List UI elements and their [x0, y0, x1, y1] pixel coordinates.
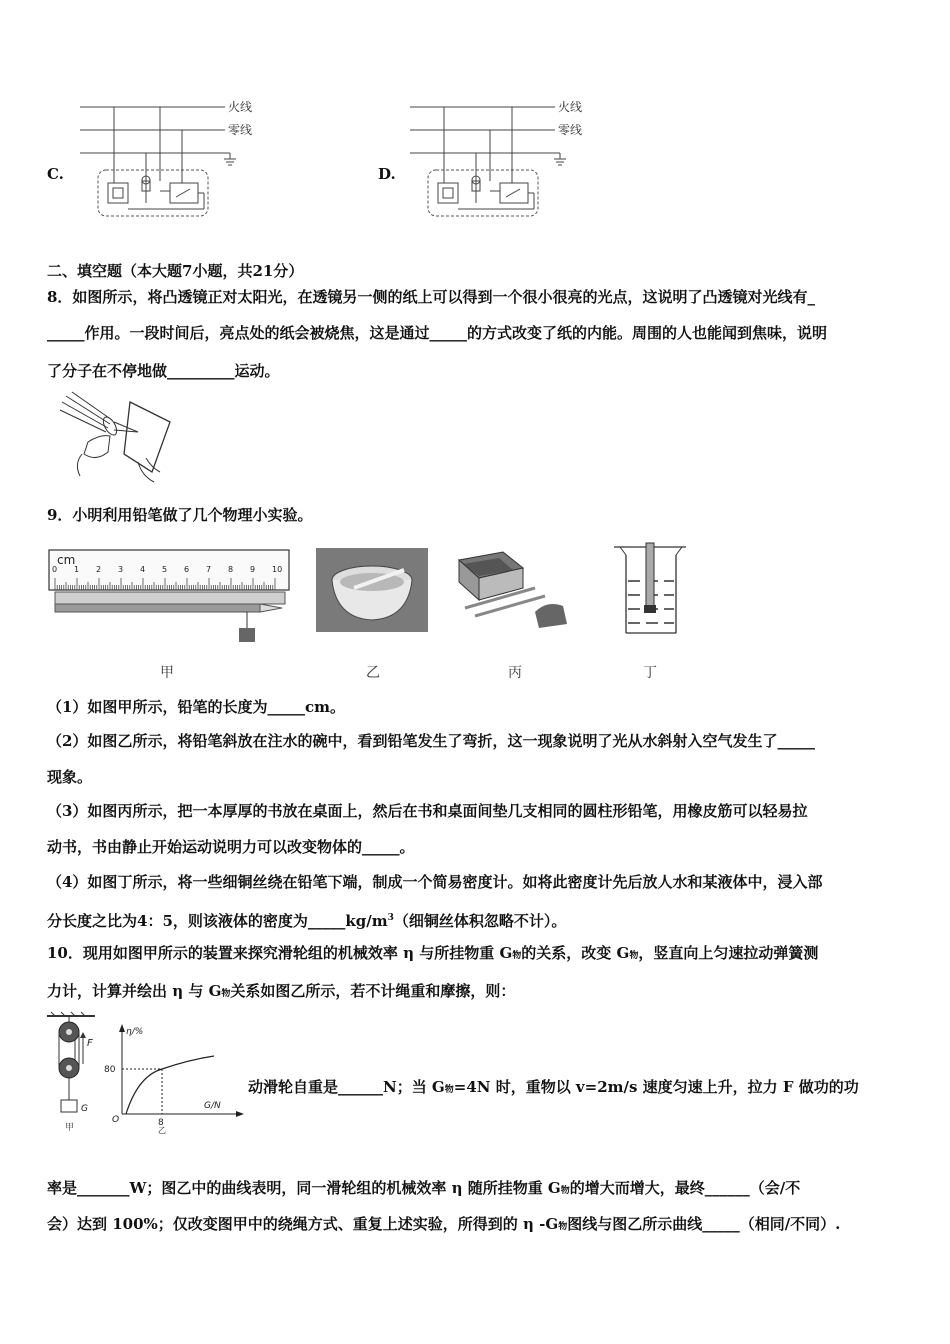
q10-line-2-a: 力计，计算并绘出 η 与 G — [47, 982, 222, 1000]
ruler-tick-label: 3 — [118, 565, 124, 574]
lens-sunlight-figure — [60, 392, 180, 487]
figure-ding-density-meter — [612, 543, 692, 638]
caption-yi-graph: 乙 — [158, 1126, 166, 1135]
q10-line-3 — [47, 1178, 800, 1201]
q10-line-4-a: 会）达到 100%；仅改变图甲中的绕绳方式、重复上述实验，所得到的 η -G — [47, 1215, 559, 1233]
weight-label: G — [81, 1104, 88, 1114]
ruler-tick-label: 1 — [74, 565, 80, 574]
y-axis-label: η/% — [126, 1027, 144, 1037]
q10-side-a: 动滑轮自重是______N；当 G — [248, 1078, 445, 1096]
ruler-tick-label: 6 — [184, 565, 190, 574]
ruler-tick-label: 2 — [96, 565, 102, 574]
q10-line-1-b: 的关系，改变 G — [521, 944, 630, 962]
x-tick-8: 8 — [158, 1118, 164, 1128]
section-heading: 二、填空题（本大题7小题，共21分） — [47, 262, 304, 280]
q9-part-2-line-2: 现象。 — [47, 768, 93, 786]
q10-line-3-a: 率是_______W；图乙中的曲线表明，同一滑轮组的机械效率 η 随所挂物重 G — [47, 1179, 561, 1197]
q8-line-2: _____作用。一段时间后，亮点处的纸会被烧焦，这是通过_____的方式改变了纸的内能。周围的人也能闻到焦味，说明 — [47, 324, 828, 342]
figure-yi-bowl-photo — [316, 548, 428, 632]
q10-line-4-b: 图线与图乙所示曲线_____（相同/不同）. — [567, 1215, 841, 1233]
q10-line-4 — [47, 1214, 840, 1237]
caption-ding: 丁 — [643, 665, 657, 681]
q9-part-3-line-2: 动书，书由静止开始运动说明力可以改变物体的_____。 — [47, 838, 415, 856]
efficiency-curve-graph — [104, 1022, 248, 1135]
q10-line-2 — [47, 981, 515, 1004]
caption-bing: 丙 — [508, 665, 522, 681]
subscript-wu: 物 — [512, 951, 522, 961]
option-c-circuit-diagram — [70, 95, 270, 225]
q10-line-1 — [47, 943, 818, 966]
caption-yi: 乙 — [366, 665, 380, 681]
ruler-tick-label: 4 — [140, 565, 146, 574]
live-wire-label-c: 火线 — [228, 100, 253, 114]
q9-part-4-text: 分长度之比为4：5，则该液体的密度为_____kg/m — [47, 912, 388, 930]
origin-label: O — [112, 1115, 120, 1125]
ruler-tick-label: 0 — [52, 565, 58, 574]
caption-jia: 甲 — [160, 665, 174, 681]
subscript-wu: 物 — [629, 951, 639, 961]
subscript-wu: 物 — [444, 1085, 454, 1095]
q9-part-2-line-1: （2）如图乙所示，将铅笔斜放在注水的碗中，看到铅笔发生了弯折，这一现象说明了光从水斜射入空气发生了_____ — [47, 732, 815, 750]
figure-jia-ruler-pencil — [47, 548, 292, 648]
force-label: F — [87, 1038, 93, 1049]
cubic-superscript: 3 — [387, 913, 394, 923]
ruler-tick-label: 7 — [206, 565, 212, 574]
subscript-wu: 物 — [560, 1186, 570, 1196]
q9-part-4-line-2 — [47, 908, 566, 931]
pulley-system-figure — [45, 1012, 105, 1137]
q8-line-3: 了分子在不停地做_________运动。 — [47, 362, 280, 380]
subscript-wu: 物 — [558, 1222, 568, 1232]
x-axis-label: G/N — [204, 1101, 221, 1111]
q10-line-2-b: 关系如图乙所示，若不计绳重和摩擦，则： — [230, 982, 516, 1000]
subscript-wu: 物 — [221, 989, 231, 999]
q9-part-4-line-1: （4）如图丁所示，将一些细铜丝绕在铅笔下端，制成一个简易密度计。如将此密度计先后放人水和某液体中，浸入部 — [47, 873, 823, 891]
option-c-label: C. — [47, 165, 64, 183]
option-d-label: D. — [378, 165, 396, 183]
live-wire-label-d: 火线 — [558, 100, 583, 114]
ruler-tick-label: 10 — [272, 565, 283, 574]
q9-part-4-note: （细铜丝体积忽略不计）。 — [393, 912, 567, 930]
y-tick-80: 80 — [104, 1065, 116, 1075]
figure-bing-book-pencils — [455, 548, 580, 632]
neutral-wire-label-c: 零线 — [228, 123, 253, 137]
neutral-wire-label-d: 零线 — [558, 123, 583, 137]
caption-jia-pulley: 甲 — [65, 1123, 75, 1133]
ruler-tick-label: 8 — [228, 565, 234, 574]
ruler-unit-label: cm — [57, 553, 76, 567]
ruler-tick-label: 9 — [250, 565, 256, 574]
ruler-tick-label: 5 — [162, 565, 168, 574]
q8-line-1: 8．如图所示，将凸透镜正对太阳光，在透镜另一侧的纸上可以得到一个很小很亮的光点，这说明了凸透镜对光线有_ — [47, 288, 815, 306]
q10-line-1-c: ，竖直向上匀速拉动弹簧测 — [638, 944, 819, 962]
q10-side-b: =4N 时，重物以 v=2m/s 速度匀速上升，拉力 F 做功的功 — [453, 1078, 859, 1096]
q10-line-3-b: 的增大而增大，最终______（会/不 — [569, 1179, 801, 1197]
q9-part-3-line-1: （3）如图丙所示，把一本厚厚的书放在桌面上，然后在书和桌面间垫几支相同的圆柱形铅笔，用橡皮筋可以轻易拉 — [47, 802, 808, 820]
q10-side-line — [248, 1077, 859, 1100]
q9-stem: 9．小明利用铅笔做了几个物理小实验。 — [47, 506, 313, 524]
q10-line-1-a: 10．现用如图甲所示的装置来探究滑轮组的机械效率 η 与所挂物重 G — [47, 944, 513, 962]
q9-part-1: （1）如图甲所示，铅笔的长度为_____cm。 — [47, 698, 345, 716]
option-d-circuit-diagram — [400, 95, 600, 225]
